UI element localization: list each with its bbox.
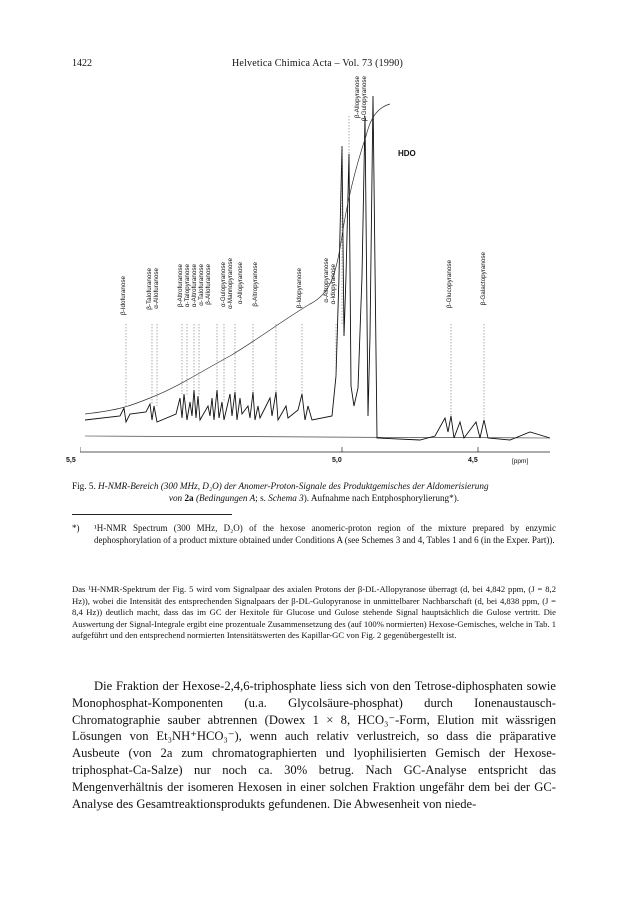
footnote-marker: *) bbox=[72, 523, 80, 533]
footnote bbox=[72, 522, 556, 546]
peak-label: β-Idofuranose bbox=[120, 276, 127, 315]
axis-tick-label: 5,0 bbox=[332, 457, 342, 464]
peak-label: α-Gulopyranose bbox=[220, 262, 227, 307]
integral-curve bbox=[85, 104, 390, 414]
axis-unit-label: [ppm] bbox=[512, 458, 529, 465]
axis-tick-label: 5,5 bbox=[66, 457, 76, 464]
peak-label: α-Talofuranose bbox=[198, 264, 205, 306]
caption-end: ). Aufnahme nach Entphosphorylierung*). bbox=[303, 493, 460, 503]
journal-title: Helvetica Chimica Acta – Vol. 73 (1990) bbox=[232, 58, 404, 69]
caption-von: von bbox=[168, 493, 183, 503]
peak-label: α-Allopyranose bbox=[237, 262, 244, 305]
footnote-text: ¹H-NMR Spectrum (300 MHz, D₂O) of the hexose anomeric-proton region of the mixture prepared by enzymic dephosphorylation of a product mixture obtained under Conditions A (see Schemes 3 and 4, Tables 1 and 6 (in the Exper. Part)). bbox=[94, 523, 556, 545]
ppm-axis-ticks bbox=[80, 447, 478, 452]
caption-title: H-NMR-Bereich (300 MHz, D₂O) der Anomer-Proton-Signale des Produktgemisches der Aldomerisierung bbox=[98, 481, 489, 491]
peak-label: β-Glucopyranose bbox=[446, 260, 453, 309]
peak-label: β-Gulopyranose bbox=[361, 76, 368, 121]
peak-label: α-Idopyranose bbox=[330, 264, 337, 305]
footnote-rule bbox=[72, 514, 232, 515]
peak-label: β-Altropyranose bbox=[252, 262, 259, 307]
caption-see: ; s. bbox=[255, 493, 266, 503]
hdo-label: HDO bbox=[398, 149, 416, 158]
caption-line-2 bbox=[72, 492, 556, 504]
peak-label: β-Idopyranose bbox=[296, 268, 303, 309]
caption-conditions: (Bedingungen A bbox=[195, 493, 256, 503]
peak-label: α-Altrofuranose bbox=[191, 264, 198, 308]
page-header bbox=[72, 58, 562, 72]
caption-schema-ref: Schema 3 bbox=[268, 493, 304, 503]
peak-label: β-Galactopyranose bbox=[480, 252, 487, 306]
small-print-paragraph: Das ¹H-NMR-Spektrum der Fig. 5 wird vom Signalpaar des axialen Protons der β-DL-Allopyranose überragt (d, bei 4,842 ppm, (J = 8,2 Hz)), wobei die Intensität des entsprechenden Signalpaars der β-DL-Gulopyranose in unmittelbarer Nachbarschaft (d, bei 4,838 ppm, (J = 8,4 Hz)) deutlich macht, dass das im GC der Hexitole für Glucose und Gulose stehende Signal hauptsächlich die Gulose vertritt. Die Auswertung der Signal-Integrale ergibt eine prozentuale Zusammensetzung des (auf 100% normierten) Hexose-Gemisches, welche in Tab. 1 aufgeführt und den entsprechend normierten Intensitätswerten des Kapillar-GC von Fig. 2 gegenübergestellt ist. bbox=[72, 584, 556, 641]
peak-label: β-Allopyranose bbox=[354, 76, 361, 119]
peak-label: β-Altrofuranose bbox=[177, 264, 184, 308]
peak-label: β-Allofuranose bbox=[205, 264, 212, 305]
figure-caption bbox=[72, 480, 556, 504]
nmr-spectrum-figure bbox=[66, 76, 560, 476]
peak-label: α-Altropyranose bbox=[323, 258, 330, 303]
peak-label: α-Talopyranose bbox=[184, 264, 191, 308]
page-number: 1422 bbox=[72, 58, 92, 69]
peak-label: α-Mannopyranose bbox=[227, 258, 234, 309]
body-paragraph: Die Fraktion der Hexose-2,4,6-triphosphate liess sich von den Tetrose-diphosphaten sowie Monophosphat-Komponenten (u.a. Glycolsäure-phosphat) durch Ionenaustausch-Chromatographie sauber abtrennen (Dowex 1 × 8, HCO₃⁻-Form, Elution mit wässrigen Lösungen von Et₃NH⁺HCO₃⁻), wenn auch relativ verlustreich, so dass die präparative Ausbeute (von 2a zum chromatographierten und lyophilisierten Gemisch der Hexose-triphosphat-Ca-Salze) nur noch ca. 30% betrug. Nach GC-Analyse entspricht das Mengenverhältnis der isomeren Hexosen in einer solchen Fraktion ungefähr dem bei der GC-Analyse des Gesamtreaktionsprodukts gefundenen. Die Abwesenheit von niede- bbox=[72, 679, 556, 811]
axis-tick-label: 4,5 bbox=[468, 457, 478, 464]
peak-label: α-Allofuranose bbox=[153, 268, 160, 309]
compound-2a: 2a bbox=[184, 493, 194, 503]
peak-label: β-Talofuranose bbox=[146, 268, 153, 310]
caption-fig-ref: Fig. 5. bbox=[72, 481, 96, 491]
